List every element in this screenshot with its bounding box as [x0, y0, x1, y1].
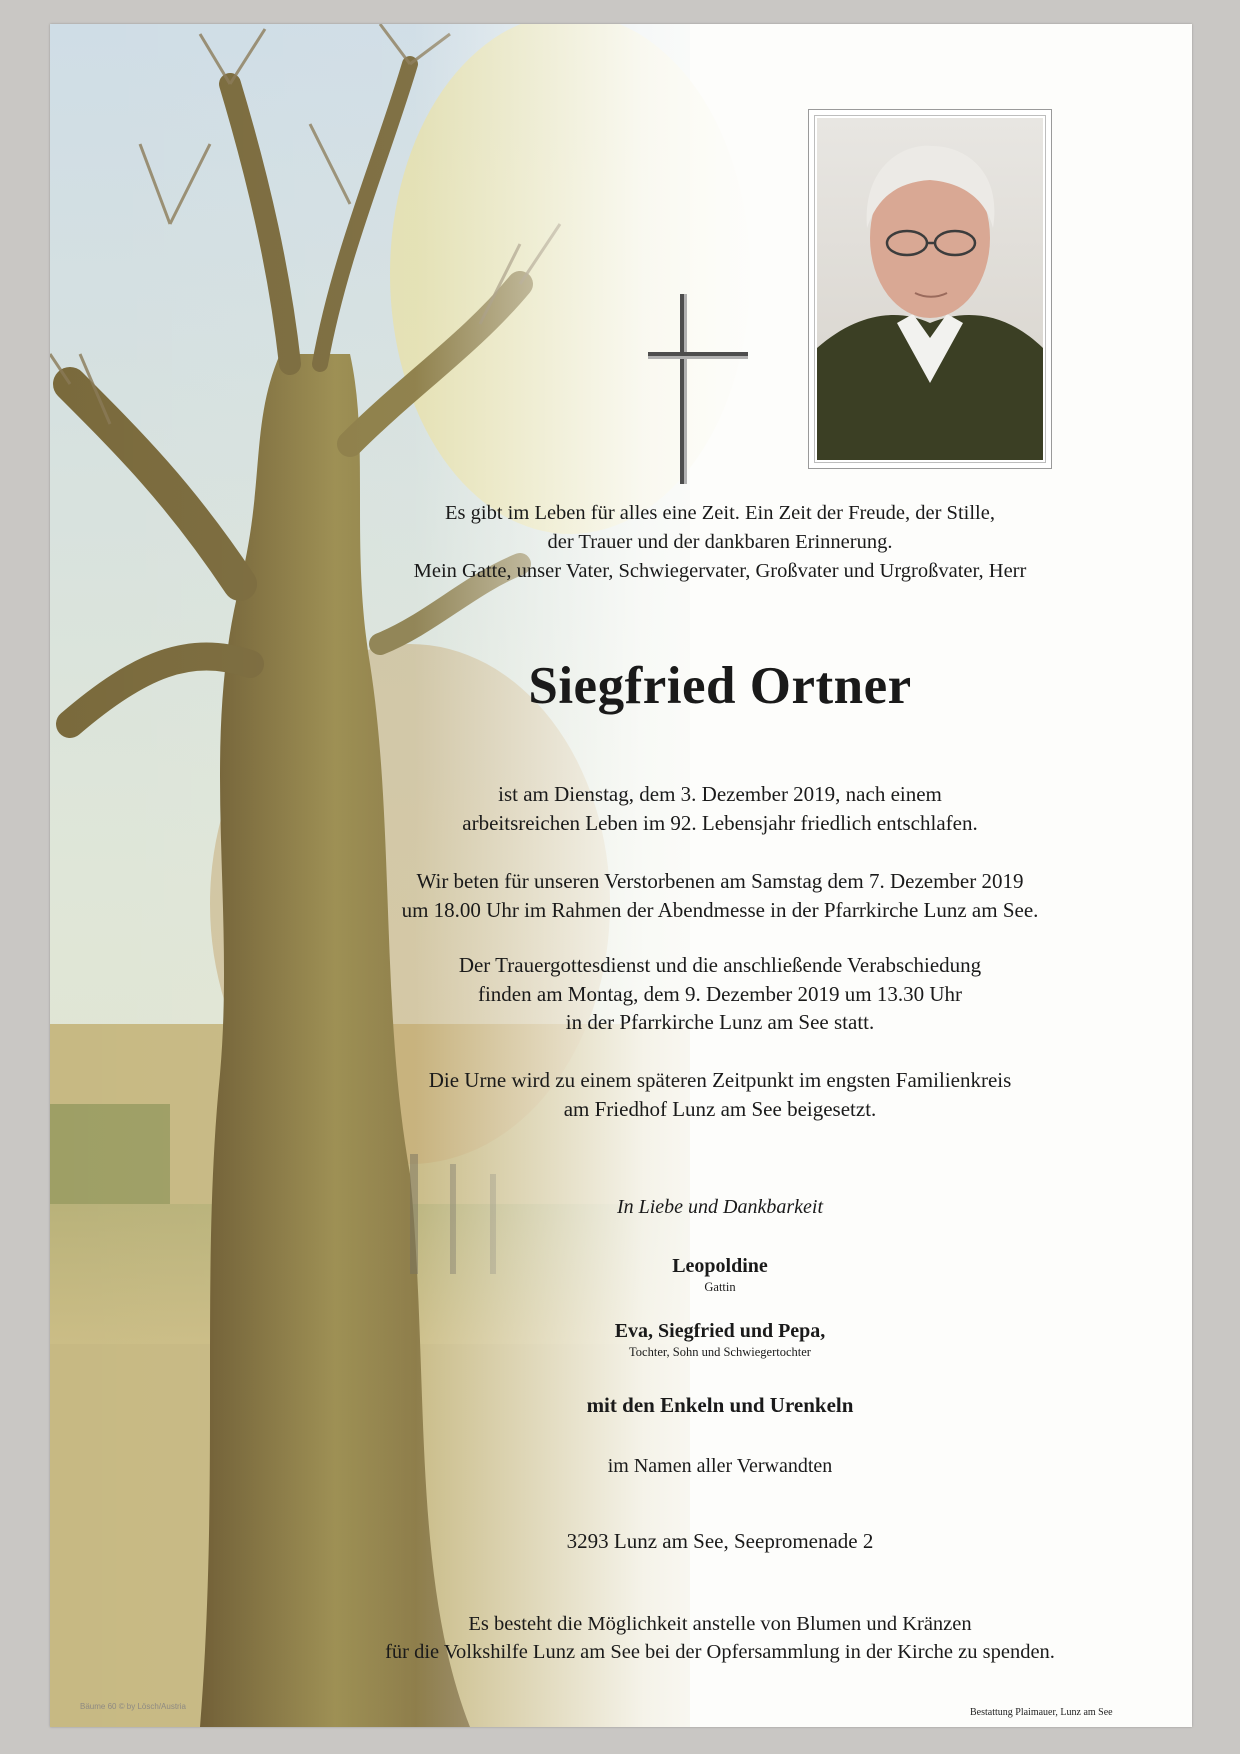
portrait-photo: [808, 109, 1052, 469]
family-member-role: Tochter, Sohn und Schwiegertochter: [629, 1345, 811, 1359]
paragraph-line: Wir beten für unseren Verstorbenen am Samstag dem 7. Dezember 2019: [416, 869, 1024, 893]
paragraph-line: um 18.00 Uhr im Rahmen der Abendmesse in der Pfarrkirche Lunz am See.: [401, 897, 1039, 922]
family-member-name: mit den Enkeln und Urenkeln: [586, 1393, 854, 1417]
paragraph-line: am Friedhof Lunz am See beigesetzt.: [563, 1096, 877, 1121]
paragraph-line: Der Trauergottesdienst und die anschließende Verabschiedung: [458, 953, 982, 977]
intro-line: der Trauer und der dankbaren Erinnerung.: [547, 531, 893, 553]
family-member: [280, 1253, 1160, 1295]
paragraph-line: in der Pfarrkirche Lunz am See statt.: [565, 1010, 875, 1034]
relatives-line: im Namen aller Verwandten: [607, 1455, 833, 1477]
paragraph-line: ist am Dienstag, dem 3. Dezember 2019, nach einem: [498, 782, 942, 806]
closing-phrase: In Liebe und Dankbarkeit: [616, 1196, 824, 1218]
portrait-image: [817, 118, 1043, 460]
intro-line: Es gibt im Leben für alles eine Zeit. Ein Zeit der Freude, der Stille,: [445, 502, 995, 524]
paragraph-line: Die Urne wird zu einem späteren Zeitpunkt im engsten Familienkreis: [428, 1068, 1012, 1092]
donation-line: Es besteht die Möglichkeit anstelle von Blumen und Kränzen: [468, 1613, 972, 1635]
address: 3293 Lunz am See, Seepromenade 2: [566, 1529, 874, 1553]
intro-text: [280, 499, 1160, 586]
urn-burial-info: [280, 1066, 1160, 1123]
funeral-home-credit: Bestattung Plaimauer, Lunz am See: [970, 1707, 1113, 1718]
image-credit: Bäume 60 © by Lösch/Austria: [80, 1702, 186, 1711]
donation-note: [280, 1610, 1160, 1666]
family-member-name: Leopoldine: [672, 1255, 768, 1277]
intro-line: Mein Gatte, unser Vater, Schwiegervater, Großvater und Urgroßvater, Herr: [413, 560, 1027, 582]
funeral-service-info: [280, 951, 1160, 1037]
paragraph-line: finden am Montag, dem 9. Dezember 2019 um 13.30 Uhr: [477, 981, 963, 1006]
cross-icon: [648, 294, 748, 484]
donation-line: für die Volkshilfe Lunz am See bei der Opfersammlung in der Kirche zu spenden.: [385, 1641, 1055, 1663]
paragraph-line: arbeitsreichen Leben im 92. Lebensjahr friedlich entschlafen.: [462, 810, 978, 835]
family-member-name: Eva, Siegfried und Pepa,: [614, 1320, 826, 1342]
death-notice-sheet: [50, 24, 1192, 1727]
family-member-role: Gattin: [704, 1280, 736, 1294]
death-announcement: [280, 780, 1160, 837]
prayer-info: [280, 867, 1160, 924]
family-member: [280, 1318, 1160, 1360]
deceased-name: Siegfried Ortner: [528, 657, 912, 715]
